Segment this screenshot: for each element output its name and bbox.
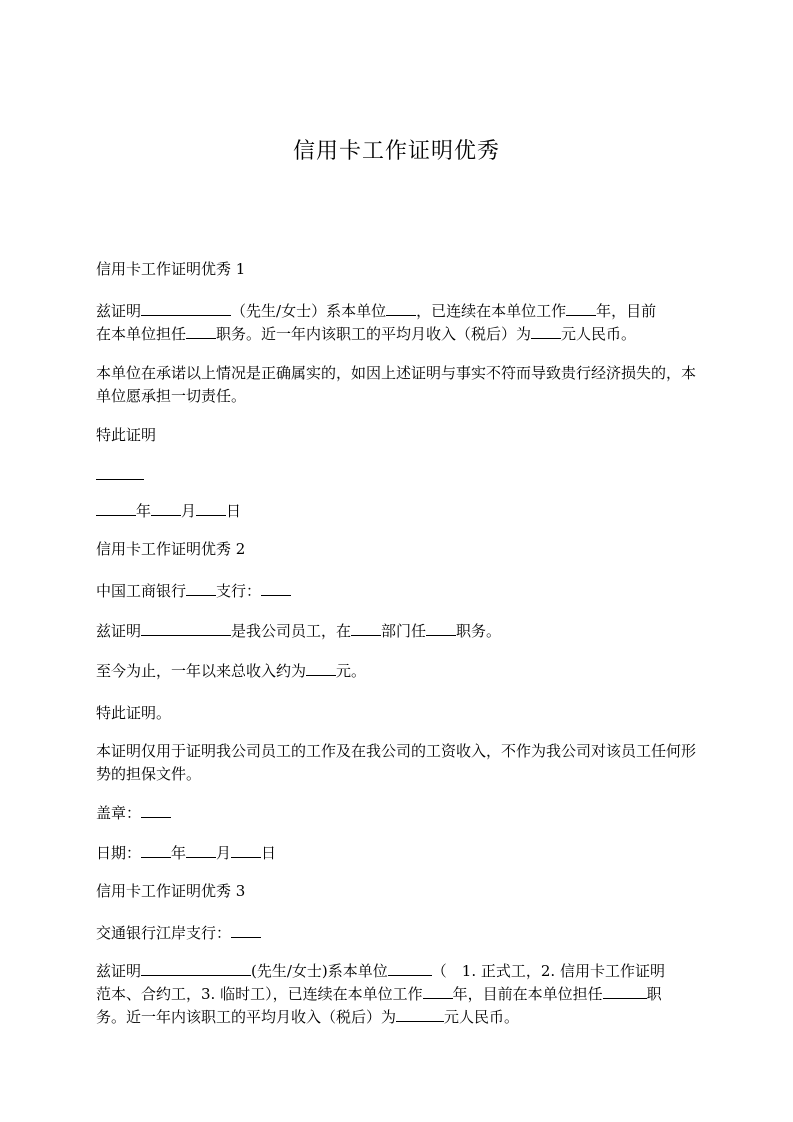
text: 日 xyxy=(261,844,277,862)
blank-field xyxy=(426,621,456,636)
text: 是我公司员工，在 xyxy=(231,622,352,640)
text: 兹证明 xyxy=(96,302,142,320)
blank-field xyxy=(141,803,171,818)
blank-field xyxy=(186,581,216,596)
s1-date-line xyxy=(96,500,702,523)
blank-field xyxy=(386,301,416,316)
blank-field xyxy=(231,923,261,938)
text: 年 xyxy=(136,502,152,520)
document-title: 信用卡工作证明优秀 xyxy=(292,139,500,164)
s2-paragraph-4: 特此证明。 xyxy=(96,704,172,722)
text: （ 1. 正式工，2. 信用卡工作证明 xyxy=(431,962,665,980)
text: 元人民币。 xyxy=(561,325,637,343)
blank-field xyxy=(603,984,647,999)
text: （先生/女士）系本单位 xyxy=(231,302,387,320)
s2-paragraph-5: 本证明仅用于证明我公司员工的工作及在我公司的工资收入，不作为我公司对该员工任何形势的担保文件。 xyxy=(96,742,697,783)
text: 职务。近一年内该职工的平均月收入（税后）为 xyxy=(216,325,532,343)
blank-field xyxy=(396,1007,444,1022)
s3-paragraph-2-line-3 xyxy=(96,1006,702,1029)
text: 盖章： xyxy=(96,804,142,822)
blank-field xyxy=(141,843,171,858)
s1-paragraph-1-line-2 xyxy=(96,323,702,346)
blank-field xyxy=(96,501,136,516)
blank-field xyxy=(423,984,453,999)
s1-paragraph-3: 特此证明 xyxy=(96,426,157,444)
s1-paragraph-1-line-1 xyxy=(96,300,702,323)
blank-field xyxy=(388,961,432,976)
blank-field xyxy=(261,581,291,596)
text: 月 xyxy=(216,844,232,862)
s2-seal-line xyxy=(96,802,702,825)
blank-field xyxy=(231,843,261,858)
s2-paragraph-3 xyxy=(96,660,702,683)
s3-paragraph-1 xyxy=(96,922,702,945)
s3-paragraph-2-line-1 xyxy=(96,960,702,983)
text: 兹证明 xyxy=(96,962,142,980)
text: (先生/女士)系本单位 xyxy=(251,962,388,980)
blank-field xyxy=(351,621,381,636)
text: 部门任 xyxy=(381,622,427,640)
text: 支行： xyxy=(216,582,262,600)
text: 至今为止，一年以来总收入约为 xyxy=(96,662,307,680)
text: ，已连续在本单位工作 xyxy=(416,302,567,320)
text: 年，目前 xyxy=(596,302,657,320)
text: 职务。 xyxy=(456,622,502,640)
text: 元人民币。 xyxy=(444,1008,520,1026)
text: 在本单位担任 xyxy=(96,325,187,343)
blank-field xyxy=(186,324,216,339)
blank-field xyxy=(196,501,226,516)
section-heading-2: 信用卡工作证明优秀 2 xyxy=(96,540,246,558)
section-heading-1: 信用卡工作证明优秀 1 xyxy=(96,260,246,278)
s2-date-line xyxy=(96,842,702,865)
blank-field xyxy=(141,961,251,976)
blank-field xyxy=(141,621,231,636)
text: 务。近一年内该职工的平均月收入（税后）为 xyxy=(96,1008,397,1026)
blank-field xyxy=(151,501,181,516)
text: 中国工商银行 xyxy=(96,582,187,600)
blank-field xyxy=(186,843,216,858)
blank-field xyxy=(566,301,596,316)
text: 日期： xyxy=(96,844,142,862)
text: 年 xyxy=(171,844,187,862)
text: 范本、合约工，3. 临时工），已连续在本单位工作 xyxy=(96,985,423,1003)
text: 年，目前在本单位担任 xyxy=(452,985,603,1003)
s1-paragraph-2: 本单位在承诺以上情况是正确属实的，如因上述证明与事实不符而导致贵行经济损失的，本单位愿承担一切责任。 xyxy=(96,364,697,405)
blank-field xyxy=(531,324,561,339)
text: 月 xyxy=(181,502,197,520)
blank-field xyxy=(96,465,144,480)
signature-line xyxy=(96,464,702,487)
text: 交通银行江岸支行： xyxy=(96,924,232,942)
text: 职 xyxy=(646,985,662,1003)
text: 兹证明 xyxy=(96,622,142,640)
s2-paragraph-2 xyxy=(96,620,702,643)
blank-field xyxy=(141,301,231,316)
s3-paragraph-2-line-2 xyxy=(96,983,702,1006)
s2-paragraph-1 xyxy=(96,580,702,603)
text: 日 xyxy=(226,502,242,520)
text: 元。 xyxy=(336,662,367,680)
section-heading-3: 信用卡工作证明优秀 3 xyxy=(96,882,246,900)
blank-field xyxy=(306,661,336,676)
